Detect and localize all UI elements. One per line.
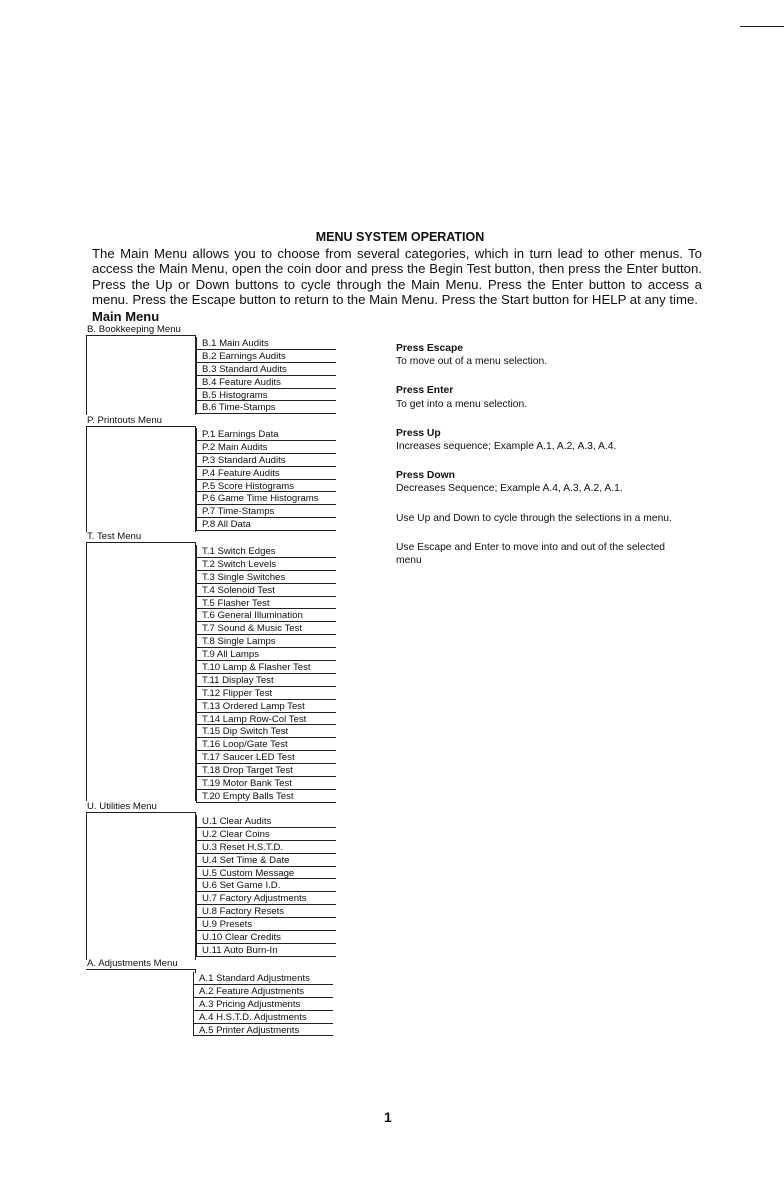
submenu-item: B.2 Earnings Audits	[197, 350, 336, 363]
help-text: Use Up and Down to cycle through the selections in a menu.	[396, 512, 672, 524]
help-text: Decreases Sequence; Example A.4, A.3, A.2, A.1.	[396, 483, 623, 495]
submenu-item: T.16 Loop/Gate Test	[197, 738, 336, 751]
main-menu-heading: Main Menu	[92, 309, 160, 324]
submenu-item: T.6 General Illumination	[197, 609, 336, 622]
help-heading: Press Enter	[396, 385, 454, 397]
submenu-item: U.6 Set Game I.D.	[197, 879, 336, 892]
help-up	[396, 427, 686, 453]
submenu-test	[196, 545, 336, 803]
menu-label-printouts: P. Printouts Menu	[87, 415, 163, 426]
page-number: 1	[384, 1109, 392, 1125]
corner-rule	[740, 26, 784, 27]
submenu-item: T.13 Ordered Lamp Test	[197, 700, 336, 713]
help-cycle	[396, 512, 686, 525]
submenu-item: B.6 Time-Stamps	[197, 401, 336, 414]
submenu-item: P.3 Standard Audits	[197, 454, 336, 467]
help-panel	[396, 342, 686, 583]
menu-bracket-utilities	[86, 812, 196, 960]
submenu-item: A.2 Feature Adjustments	[194, 985, 333, 998]
submenu-item: U.5 Custom Message	[197, 867, 336, 880]
help-heading: Press Escape	[396, 343, 463, 354]
submenu-item: T.4 Solenoid Test	[197, 584, 336, 597]
help-text: To get into a menu selection.	[396, 398, 528, 410]
help-heading: Press Down	[396, 470, 455, 482]
help-text: Increases sequence; Example A.1, A.2, A.3, A.4.	[396, 441, 617, 453]
menu-bracket-printouts	[86, 426, 196, 532]
submenu-item: U.8 Factory Resets	[197, 905, 336, 918]
submenu-item: U.2 Clear Coins	[197, 828, 336, 841]
submenu-item: A.5 Printer Adjustments	[194, 1024, 333, 1037]
menu-label-test: T. Test Menu	[87, 531, 142, 542]
submenu-adjustments	[193, 972, 333, 1036]
submenu-item: T.20 Empty Balls Test	[197, 790, 336, 803]
submenu-item: A.3 Pricing Adjustments	[194, 998, 333, 1011]
submenu-item: T.17 Saucer LED Test	[197, 751, 336, 764]
submenu-item: U.7 Factory Adjustments	[197, 892, 336, 905]
submenu-item: P.6 Game Time Histograms	[197, 492, 336, 505]
submenu-item: U.10 Clear Credits	[197, 931, 336, 944]
submenu-item: T.5 Flasher Test	[197, 597, 336, 610]
help-down	[396, 469, 686, 495]
submenu-item: U.11 Auto Burn-In	[197, 944, 336, 957]
submenu-item: T.11 Display Test	[197, 674, 336, 687]
submenu-item: P.4 Feature Audits	[197, 467, 336, 480]
submenu-item: T.19 Motor Bank Test	[197, 777, 336, 790]
intro-paragraph: The Main Menu allows you to choose from several categories, which in turn lead to other menus. To access the Main Menu, open the coin door and press the Begin Test button, then press the Enter button. Press the Up or Down buttons to cycle through the Main Menu. Press the Enter button to access a menu. Press the Escape button to return to the Main Menu. Press the Start button for HELP at any time.	[92, 246, 702, 308]
submenu-item: T.1 Switch Edges	[197, 545, 336, 558]
submenu-item: T.14 Lamp Row-Col Test	[197, 713, 336, 726]
submenu-item: T.8 Single Lamps	[197, 635, 336, 648]
submenu-item: A.1 Standard Adjustments	[194, 972, 333, 985]
submenu-item: T.9 All Lamps	[197, 648, 336, 661]
help-text: Use Escape and Enter to move into and out of the selected menu	[396, 541, 666, 567]
menu-bracket-adjustments	[86, 969, 196, 973]
page-title: MENU SYSTEM OPERATION	[315, 230, 485, 244]
submenu-item: A.4 H.S.T.D. Adjustments	[194, 1011, 333, 1024]
submenu-item: B.3 Standard Audits	[197, 363, 336, 376]
submenu-item: T.12 Flipper Test	[197, 687, 336, 700]
submenu-item: T.2 Switch Levels	[197, 558, 336, 571]
submenu-item: U.1 Clear Audits	[197, 815, 336, 828]
submenu-item: B.5 Histograms	[197, 389, 336, 402]
submenu-item: U.3 Reset H.S.T.D.	[197, 841, 336, 854]
submenu-item: P.8 All Data	[197, 518, 336, 531]
submenu-bookkeeping	[196, 337, 336, 414]
submenu-item: P.1 Earnings Data	[197, 428, 336, 441]
menu-bracket-test	[86, 542, 196, 801]
submenu-item: T.18 Drop Target Test	[197, 764, 336, 777]
submenu-item: P.2 Main Audits	[197, 441, 336, 454]
help-text: To move out of a menu selection.	[396, 356, 548, 368]
submenu-item: U.9 Presets	[197, 918, 336, 931]
submenu-utilities	[196, 815, 336, 957]
submenu-item: P.5 Score Histograms	[197, 480, 336, 493]
submenu-item: T.3 Single Switches	[197, 571, 336, 584]
menu-label-utilities: U. Utilities Menu	[87, 801, 157, 812]
menu-label-adjustments: A. Adjustments Menu	[87, 958, 178, 969]
help-heading: Press Up	[396, 427, 441, 439]
menu-label-bookkeeping: B. Bookkeeping Menu	[87, 324, 181, 335]
help-escape	[396, 342, 686, 368]
submenu-item: U.4 Set Time & Date	[197, 854, 336, 867]
submenu-item: B.1 Main Audits	[197, 337, 336, 350]
submenu-item: B.4 Feature Audits	[197, 376, 336, 389]
submenu-item: T.10 Lamp & Flasher Test	[197, 661, 336, 674]
help-escape-enter	[396, 541, 686, 567]
submenu-item: P.7 Time-Stamps	[197, 505, 336, 518]
help-enter	[396, 384, 686, 410]
submenu-printouts	[196, 428, 336, 531]
submenu-item: T.7 Sound & Music Test	[197, 622, 336, 635]
submenu-item: T.15 Dip Switch Test	[197, 725, 336, 738]
menu-bracket-bookkeeping	[86, 335, 196, 415]
